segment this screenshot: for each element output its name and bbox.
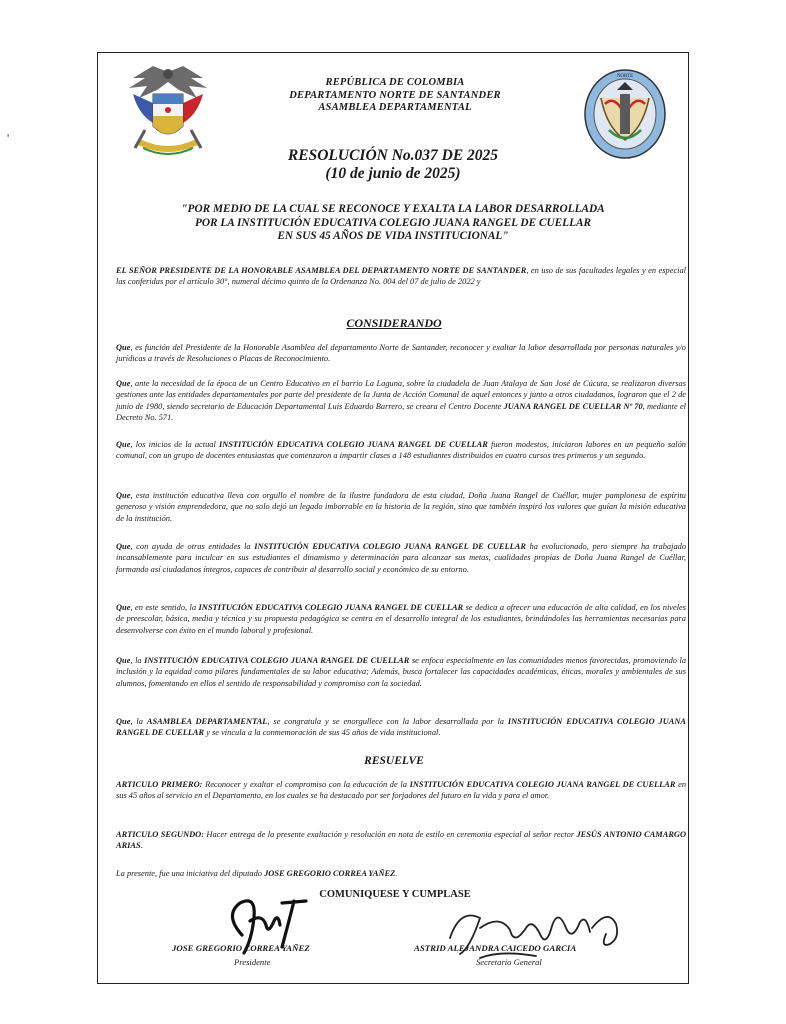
que-label: Que: [116, 343, 131, 352]
consideration-text: , en este sentido, la: [130, 603, 199, 612]
article-bold: INSTITUCIÓN EDUCATIVA COLEGIO JUANA RANGEL DE CUELLAR: [409, 780, 676, 789]
consideration-text: , ante la necesidad de la época de un Centro Educativo en el barrio La Laguna, sobre la ciudadela de Juan Atalaya de San José de Cúcuta, se realizaron diversas gestiones ante las entidades departamentales por parte del presidente de la Junta de Acción Comunal de aquel entonces y junto a otros ciudadanos, lograron que el 2 de junio de 1980, siendo secretario de Educación Departamental Luis Eduardo Barrero, se creara el Centro Docente: [116, 379, 686, 411]
initiative-end: .: [395, 869, 398, 878]
consideration-text: se enfoca especialmente en las comunidades menos favorecidas, promoviendo la inclusión y la equidad como pilares fundamentales de su labor educativa; Además, busca fortalecer las capacidades académicas, éticas, morales y ambientales de sus alumnos, fomentando en ellos el sentido de responsabilidad y compromiso con la sociedad.: [116, 656, 687, 688]
margin-mark: ': [7, 131, 10, 145]
consideration-2: [116, 378, 686, 423]
closing-formula: COMUNIQUESE Y CUMPLASE: [319, 889, 471, 900]
resolution-number: RESOLUCIÓN No.037 DE 2025: [287, 147, 499, 164]
consideration-text: , la: [130, 656, 145, 665]
consideration-bold: JUANA RANGEL DE CUELLAR Nº 70: [503, 401, 643, 411]
header-assembly: ASAMBLEA DEPARTAMENTAL: [318, 102, 472, 113]
article-label: ARTICULO SEGUNDO:: [116, 830, 205, 839]
article-text: en sus 45 años al servicio en el Departamento, en los cuales se ha destacado por ser forjadores del futuro en la vida y para el amor.: [116, 780, 687, 801]
preamble-text: , en uso de sus facultades legales y en especial las conferidas por el artículo 30°, numeral décimo quinto de la Ordenanza No. 004 del 07 de julio de 2022 y: [116, 266, 686, 287]
subject-line-1: "POR MEDIO DE LA CUAL SE RECONOCE Y EXALTA LA LABOR DESARROLLADA: [181, 203, 605, 215]
article-second: [116, 829, 686, 852]
consideration-1: [116, 342, 686, 365]
consideration-text: , la: [130, 717, 147, 726]
article-label: ARTICULO PRIMERO:: [116, 780, 203, 789]
consideration-text: fueron modestos, iniciaron labores en un pequeño salón comunal, con un grupo de docentes entusiastas que comenzaron a impartir clases a 148 estudiantes distribuidos en cuatro cursos tres primeros y un segundo.: [116, 440, 686, 461]
consideration-text: , esta institución educativa lleva con orgullo el nombre de la ilustre fundadora de esta ciudad, Doña Juana Rangel de Cuéllar, mujer pamplonesa de espíritu generoso y visión emprendedora, que no solo dejó un legado imborrable en la historia de la región, sino que también inspiró los valores que guían la misión educativa de la institución.: [116, 491, 686, 523]
consideration-text: se dedica a ofrecer una educación de alta calidad, en los niveles de preescolar, básica, media y técnica y su propuesta pedagógica se centra en el desarrollo integral de los estudiantes, brindándoles las herramientas necesarias para desenvolverse con éxito en el mundo laboral y profesional.: [116, 603, 687, 635]
resolution-title: [200, 147, 586, 183]
initiative-note: [116, 868, 686, 879]
subject-line-3: EN SUS 45 AÑOS DE VIDA INSTITUCIONAL": [277, 230, 509, 242]
consideration-text: , es función del Presidente de la Honorable Asamblea del departamento Norte de Santander, reconocer y exaltar la labor desarrollada por personas naturales y/o jurídicas a través de Resoluciones o Placas de Reconocimiento.: [116, 343, 686, 364]
document-header: [240, 77, 550, 115]
asamblea-seal-icon: [583, 68, 667, 160]
header-country: REPÚBLICA DE COLOMBIA: [325, 77, 465, 88]
consideration-4: [116, 490, 686, 524]
consideration-bold: INSTITUCIÓN EDUCATIVA COLEGIO JUANA RANGEL DE CUELLAR: [198, 603, 464, 612]
consideration-bold: INSTITUCIÓN EDUCATIVA COLEGIO JUANA RANGEL DE CUELLAR: [144, 656, 410, 665]
header-department: DEPARTAMENTO NORTE DE SANTANDER: [289, 89, 501, 101]
secretary-role: Secretario General: [476, 957, 542, 967]
svg-text:NORTE: NORTE: [616, 74, 634, 79]
president-name: JOSE GREGORIO CORREA YAÑEZ: [172, 943, 310, 953]
consideration-text: , con ayuda de otras entidades la: [130, 542, 255, 551]
resolution-date: (10 de junio de 2025): [325, 165, 461, 182]
consideration-bold: INSTITUCIÓN EDUCATIVA COLEGIO JUANA RANGEL DE CUELLAR: [116, 717, 687, 738]
consideration-8: [116, 716, 686, 739]
initiative-deputy: JOSE GREGORIO CORREA YAÑEZ: [264, 869, 396, 878]
subject-line-2: POR LA INSTITUCIÓN EDUCATIVA COLEGIO JUANA RANGEL DE CUELLAR: [194, 216, 592, 229]
que-label: Que: [116, 542, 131, 551]
initiative-text: La presente, fue una iniciativa del diputado: [116, 869, 265, 878]
colombia-coat-of-arms-icon: [125, 64, 211, 164]
preamble-authority: EL SEÑOR PRESIDENTE DE LA HONORABLE ASAMBLEA DEL DEPARTAMENTO NORTE DE SANTANDER: [116, 266, 527, 275]
consideration-5: [116, 541, 686, 575]
preamble: [116, 265, 686, 288]
que-label: Que: [116, 717, 131, 726]
que-label: Que: [116, 379, 131, 388]
consideration-6: [116, 602, 686, 636]
que-label: Que: [116, 656, 131, 665]
article-text: .: [140, 841, 143, 851]
resolution-subject: [130, 203, 656, 244]
article-text: Reconocer y exaltar el compromiso con la educación de la: [202, 780, 410, 789]
article-bold: JESÚS ANTONIO CAMARGO ARIAS: [116, 830, 687, 851]
que-label: Que: [116, 491, 131, 500]
consideration-bold: INSTITUCIÓN EDUCATIVA COLEGIO JUANA RANGEL DE CUELLAR: [218, 440, 488, 449]
secretary-name: ASTRID ALEJANDRA CAICEDO GARCIA: [414, 943, 577, 953]
que-label: Que: [116, 440, 131, 449]
consideration-text: , mediante el Decreto No. 571.: [116, 401, 686, 422]
consideration-text: y se vincula a la conmemoración de sus 45 años de vida institucional.: [204, 728, 441, 738]
consideration-3: [116, 439, 686, 462]
president-role: Presidente: [234, 957, 271, 967]
consideration-text: ha evolucionado, pero siempre ha trabajado incansablemente para inculcar en sus estudiantes el dinamismo y determinación para alcanzar sus metas, cualidades propias de Doña Juana Rangel de Cuéllar, formando así ciudadanos íntegros, capaces de contribuir al desarrollo social y económico de su entorno.: [116, 542, 687, 574]
consideration-text: , los inicios de la actual: [130, 440, 219, 449]
article-first: [116, 779, 686, 802]
consideration-bold: INSTITUCIÓN EDUCATIVA COLEGIO JUANA RANGEL DE CUELLAR: [254, 542, 526, 551]
consideration-bold: ASAMBLEA DEPARTAMENTAL: [146, 717, 268, 726]
que-label: Que: [116, 603, 131, 612]
article-text: Hacer entrega de la presente exaltación y resolución en nota de estilo en ceremonia especial al señor rector: [204, 830, 577, 839]
resuelve-heading: RESUELVE: [364, 755, 424, 767]
consideration-text: , se congratula y se enorgullece con la labor desarrollada por la: [267, 717, 508, 726]
consideration-7: [116, 655, 686, 689]
considerando-heading: CONSIDERANDO: [346, 316, 442, 330]
